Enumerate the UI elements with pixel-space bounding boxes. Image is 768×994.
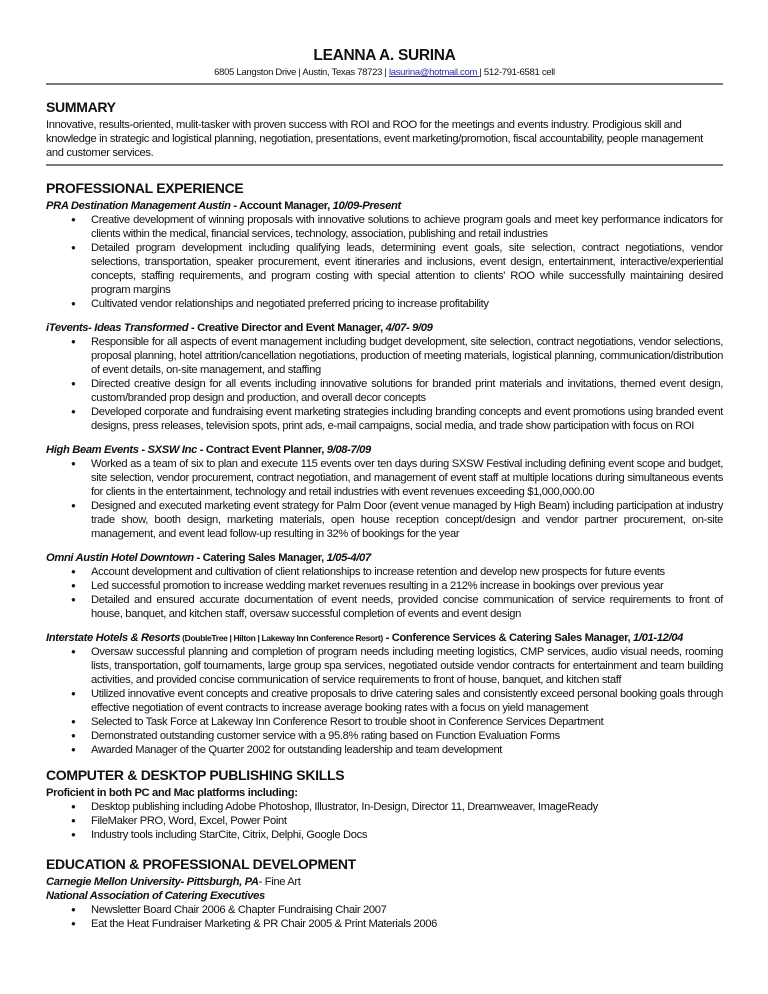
job-header [46,321,723,335]
org-name: National Association of Catering Executives [46,890,265,902]
education-org [46,889,723,903]
list-item: ● Worked as a team of six to plan and execute 115 events over ten days during SXSW Festival including defining event scope and budget, site selection, vendor procurement, contract negotiation, and management of event staff at multiple locations during simultaneous events for clients in the entertainment, technology and retail industries with event revenues exceeding $1,000,000.00 [91,457,723,499]
list-item: ● Eat the Heat Fundraiser Marketing & PR Chair 2005 & Print Materials 2006 [91,917,723,931]
list-item: ● Oversaw successful planning and completion of program needs including meeting logistics, CMP services, audio visual needs, rooming lists, transportation, golf tournaments, large group spa services, negotiated outside vendor contracts for entertainment and team building activities, and provided concise communication of service requirements to front of house, banquet, and kitchen staff [91,645,723,687]
skills-list [46,800,723,842]
list-item: ● Demonstrated outstanding customer service with a 95.8% rating based on Function Evaluation Forms [91,729,723,743]
job-list [46,199,723,757]
job-bullets [46,213,723,311]
contact-line [46,66,723,79]
company: PRA Destination Management Austin - [46,200,237,212]
company: High Beam Events - SXSW Inc [46,444,197,456]
education-school [46,875,723,889]
dates: 9/08-7/09 [326,444,371,456]
resume-page [46,46,723,931]
job-bullets [46,335,723,433]
job-entry [46,443,723,541]
role: - Conference Services & Catering Sales Manager, [382,632,634,644]
list-item: ● Industry tools including StarCite, Citrix, Delphi, Google Docs [91,828,723,842]
job-entry [46,551,723,621]
email-link[interactable]: lasurina@hotmail.com [388,67,480,78]
list-item: ● Directed creative design for all events including innovative solutions for branded print materials and invitations, themed event design, custom/branded prop design and production, and overall decor concepts [91,377,723,405]
job-entry [46,631,723,757]
role: - Creative Director and Event Manager, [191,322,386,334]
summary-text: Innovative, results-oriented, mulit-tasker with proven success with ROI and ROO for the meetings and events industry. Prodigious skill and knowledge in strategic and logistical planning, negotiation, presentations, event marketing/promotion, fiscal accountability, people management and customer services. [46,119,703,159]
role: - Contract Event Planner, [196,444,327,456]
degree: - Fine Art [258,876,301,888]
divider [46,164,723,166]
divider [46,83,723,85]
experience-heading: PROFESSIONAL EXPERIENCE [46,180,244,196]
job-bullets [46,645,723,757]
education-list [46,903,723,931]
list-item: ● Cultivated vendor relationships and negotiated preferred pricing to increase profitability [91,297,723,311]
company-note: (DoubleTree | Hilton | Lakeway Inn Conference Resort) [180,633,383,643]
job-entry [46,321,723,433]
phone: | 512-791-6581 cell [479,67,555,78]
list-item: ● Desktop publishing including Adobe Photoshop, Illustrator, In-Design, Director 11, Dreamweaver, ImageReady [91,800,723,814]
job-header [46,199,723,213]
job-bullets [46,565,723,621]
list-item: ● Detailed program development including qualifying leads, determining event goals, site selection, contract negotiations, vendor selections, transportation, speaker procurement, event itineraries and inclusions, event design, entertainment, interactive/experiential concepts, staffing requirements, and program costing with special attention to clients' ROO while successfully maintaining desired program margins [91,241,723,297]
dates: 1/01-12/04 [633,632,684,644]
company: Interstate Hotels & Resorts [46,632,181,644]
job-header [46,631,723,645]
list-item: ● Creative development of winning proposals with innovative solutions to achieve program goals and meet key performance indicators for clients within the medical, financial services, technology, association, publishing and retail industries [91,213,723,241]
list-item: ● Developed corporate and fundraising event marketing strategies including branding concepts and event promotions using branded event designs, press releases, television spots, print ads, e-mail campaigns, social media, and trade show participation with focus on ROI [91,405,723,433]
candidate-name: LEANNA A. SURINA [313,47,456,64]
list-item: ● Designed and executed marketing event strategy for Palm Door (event venue managed by High Beam) including participation at industry trade show, booth design, marketing materials, open house reception concept/design and vendor partner procurement, on-site management, and event lead follow-up resulting in 32% of bookings for the year [91,499,723,541]
job-header [46,551,723,565]
list-item: ● Led successful promotion to increase wedding market revenues resulting in a 212% increase in bookings over previous year [91,579,723,593]
list-item: ● Account development and cultivation of client relationships to increase retention and develop new prospects for future events [91,565,723,579]
skills-intro: Proficient in both PC and Mac platforms including: [46,787,298,799]
school-name: Carnegie Mellon University- Pittsburgh, PA [46,876,259,888]
summary-heading: SUMMARY [46,99,116,115]
address: 6805 Langston Drive | Austin, Texas 78723 | [214,67,389,78]
role: Account Manager, [236,200,333,212]
list-item: ● Selected to Task Force at Lakeway Inn Conference Resort to trouble shoot in Conference Services Department [91,715,723,729]
list-item: ● Utilized innovative event concepts and creative proposals to drive catering sales and consistently exceed personal booking goals through effective negotiation of event contracts to increase average booking rates with a focus on yield management [91,687,723,715]
role: - Catering Sales Manager, [193,552,327,564]
list-item: ● Responsible for all aspects of event management including budget development, site selection, contract negotiations, vendor selections, proposal planning, hotel attrition/cancellation negotiations, production of meeting materials, logistical planning, communication/distribution of event details, on-site management, and staffing [91,335,723,377]
job-header [46,443,723,457]
job-entry [46,199,723,311]
dates: 1/05-4/07 [326,552,371,564]
company: iTevents- Ideas Transformed [46,322,192,334]
list-item: ● FileMaker PRO, Word, Excel, Power Point [91,814,723,828]
job-bullets [46,457,723,541]
list-item: ● Detailed and ensured accurate documentation of event needs, provided concise communication of service requirements to front of house, banquet, and kitchen staff, oversaw successful completion of events and event design [91,593,723,621]
list-item: ● Awarded Manager of the Quarter 2002 for outstanding leadership and team development [91,743,723,757]
dates: 10/09-Present [332,200,401,212]
dates: 4/07- 9/09 [385,322,433,334]
skills-heading: COMPUTER & DESKTOP PUBLISHING SKILLS [46,767,345,783]
education-heading: EDUCATION & PROFESSIONAL DEVELOPMENT [46,856,356,872]
list-item: ● Newsletter Board Chair 2006 & Chapter Fundraising Chair 2007 [91,903,723,917]
company: Omni Austin Hotel Downtown [46,552,194,564]
